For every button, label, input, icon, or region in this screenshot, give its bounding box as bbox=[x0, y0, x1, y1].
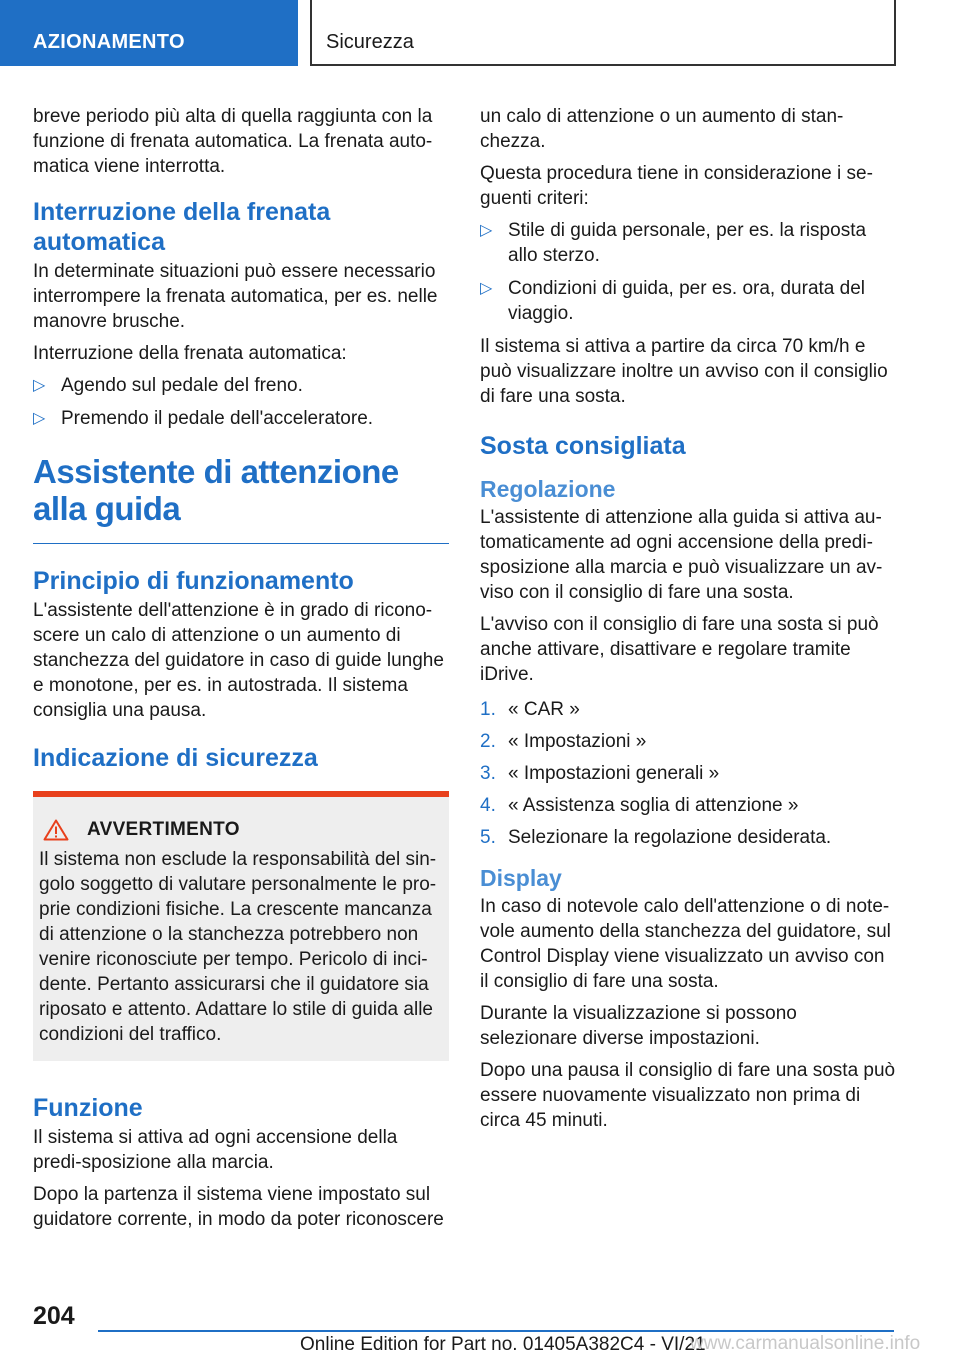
setting-paragraph-1: L'assistente di attenzione alla guida si attiva au-tomaticamente ad ogni accensione della predi-sposizione alla marcia e può visualizzare un av-viso con il consiglio di fare una sosta. bbox=[480, 507, 883, 603]
warning-box bbox=[33, 791, 449, 1061]
interruption-heading: Interruzione della frenata automatica bbox=[33, 198, 331, 256]
safety-heading: Indicazione di sicurezza bbox=[33, 744, 318, 772]
left-column bbox=[33, 104, 449, 1239]
list-item: 1. « CAR » bbox=[480, 699, 580, 720]
warning-text: Il sistema non esclude la responsabilità del sin-golo soggetto di valutare personalmente le pro-prie condizioni fisiche. La crescente mancanza di attenzione o la stanchezza potrebbero non venire riconosciute per tempo. Pericolo di inci-dente. Pertanto assicurarsi che il guidatore sia riposato e attento. Adattare lo stile di guida alle condizioni del traffico. bbox=[39, 849, 437, 1045]
section-tab: AZIONAMENTO bbox=[0, 0, 298, 66]
footer-divider bbox=[98, 1330, 894, 1332]
triangle-right-outline-icon: ▷ bbox=[480, 280, 493, 297]
list-item: 5. Selezionare la regolazione desiderata. bbox=[480, 827, 832, 848]
function-paragraph-2: Dopo la partenza il sistema viene impostato sul guidatore corrente, in modo da poter riconoscere bbox=[33, 1184, 444, 1230]
setting-heading: Regolazione bbox=[480, 476, 616, 502]
watermark: www.carmanualsonline.info bbox=[690, 1333, 921, 1354]
triangle-right-outline-icon: ▷ bbox=[33, 377, 46, 394]
list-item: ▷ Stile di guida personale, per es. la risposta allo sterzo. bbox=[480, 220, 867, 266]
main-heading: Assistente di attenzione alla guida bbox=[33, 453, 399, 527]
display-heading: Display bbox=[480, 865, 562, 891]
list-item: 2. « Impostazioni » bbox=[480, 731, 647, 752]
interruption-list bbox=[33, 373, 449, 431]
display-paragraph-3: Dopo una pausa il consiglio di fare una sosta può essere nuovamente visualizzato non prima di circa 45 minuti. bbox=[480, 1060, 896, 1131]
display-paragraph-1: In caso di notevole calo dell'attenzione o di note-vole aumento della stanchezza del guidatore, sul Control Display viene visualizzato un avviso con il consiglio di fare una sosta. bbox=[480, 896, 891, 992]
function-paragraph-1: Il sistema si attiva ad ogni accensione della predi-sposizione alla marcia. bbox=[33, 1127, 398, 1173]
steps-list bbox=[480, 697, 896, 850]
criteria-list bbox=[480, 218, 896, 326]
warning-label: AVVERTIMENTO bbox=[87, 819, 240, 840]
warning-title-row bbox=[39, 819, 441, 841]
principle-heading: Principio di funzionamento bbox=[33, 567, 354, 595]
principle-paragraph: L'assistente dell'attenzione è in grado di ricono-scere un calo di attenzione o un aumento di stanchezza del guidatore in caso di guide lunghe e monotone, per es. in autostrada. Il sistema consiglia una pausa. bbox=[33, 600, 444, 721]
list-item: 4. « Assistenza soglia di attenzione » bbox=[480, 795, 799, 816]
function-heading: Funzione bbox=[33, 1094, 143, 1122]
list-item: ▷ Condizioni di guida, per es. ora, durata del viaggio. bbox=[480, 278, 866, 324]
warning-triangle-icon bbox=[43, 819, 69, 841]
page-number: 204 bbox=[33, 1302, 75, 1330]
main-heading-block bbox=[33, 453, 449, 544]
criteria-lead: Questa procedura tiene in considerazione i se-guenti criteri: bbox=[480, 163, 873, 209]
rest-heading: Sosta consigliata bbox=[480, 432, 686, 460]
page-header bbox=[0, 0, 960, 66]
intro-paragraph: breve periodo più alta di quella raggiunta con la funzione di frenata automatica. La frenata auto-matica viene interrotta. bbox=[33, 106, 433, 177]
triangle-right-outline-icon: ▷ bbox=[33, 410, 46, 427]
interruption-lead: Interruzione della frenata automatica: bbox=[33, 343, 347, 364]
continuation-paragraph: un calo di attenzione o un aumento di stan-chezza. bbox=[480, 106, 844, 152]
triangle-right-outline-icon: ▷ bbox=[480, 222, 493, 239]
chapter-title: Sicurezza bbox=[310, 0, 896, 66]
list-item: 3. « Impostazioni generali » bbox=[480, 763, 720, 784]
display-paragraph-2: Durante la visualizzazione si possono selezionare diverse impostazioni. bbox=[480, 1003, 797, 1049]
interruption-paragraph: In determinate situazioni può essere necessario interrompere la frenata automatica, per es. nelle manovre brusche. bbox=[33, 261, 438, 332]
list-item: ▷ Premendo il pedale dell'acceleratore. bbox=[33, 408, 374, 429]
footer-edition: Online Edition for Part no. 01405A382C4 - VI/21 bbox=[300, 1334, 706, 1355]
right-column bbox=[480, 104, 896, 1140]
list-item: ▷ Agendo sul pedale del freno. bbox=[33, 375, 303, 396]
setting-paragraph-2: L'avviso con il consiglio di fare una sosta si può anche attivare, disattivare e regolare tramite iDrive. bbox=[480, 614, 879, 685]
activation-paragraph: Il sistema si attiva a partire da circa 70 km/h e può visualizzare inoltre un avviso con il consiglio di fare una sosta. bbox=[480, 336, 888, 407]
